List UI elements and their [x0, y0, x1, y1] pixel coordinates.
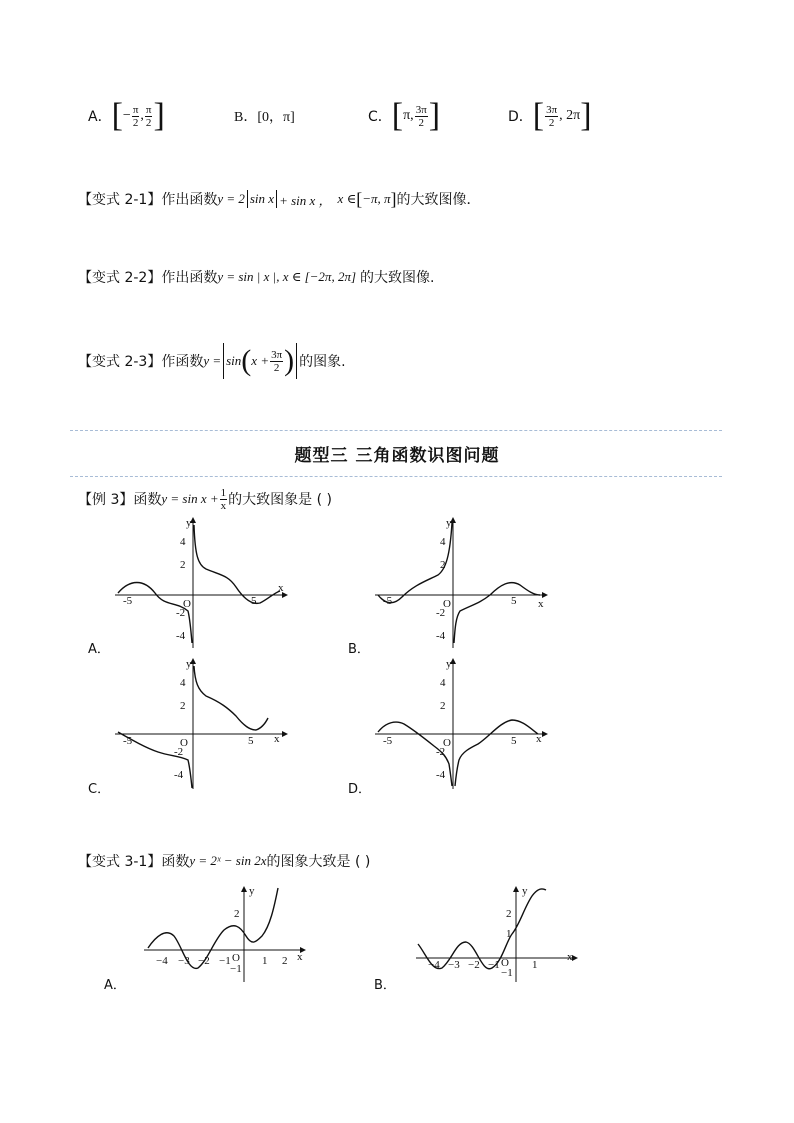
example-3	[78, 484, 332, 514]
tick-4: 4	[440, 536, 446, 548]
graph-a-label: A．	[88, 642, 110, 657]
option-a-comma: ,	[140, 108, 144, 123]
graph-c	[110, 656, 290, 791]
problem-2-1-formula-b: sin x	[249, 191, 275, 206]
origin-label: O	[232, 952, 240, 964]
tick-neg1: −1	[501, 967, 513, 979]
problem-2-2-suffix: 的大致图像.	[360, 270, 435, 286]
tick-neg3: −3	[448, 959, 460, 971]
y-label: y	[186, 658, 192, 670]
x-label: x	[278, 582, 284, 594]
option-b	[234, 98, 295, 134]
curve-right	[194, 666, 268, 730]
tick-neg2: -2	[176, 607, 186, 619]
problem-2-3-suffix: 的图象.	[299, 354, 346, 370]
option-a-frac2: $\frac{\pi}{2}$	[145, 103, 152, 129]
origin-label: O	[183, 598, 191, 610]
option-c-right-bracket: ]	[428, 97, 441, 134]
tick-4: 4	[180, 677, 186, 689]
option-c-left-bracket: [	[391, 97, 404, 134]
problem-2-2-formula: y = sin | x |, x ∈ [−2π, 2π]	[217, 269, 357, 284]
tick-1: 1	[262, 955, 268, 967]
tick-5: 5	[511, 595, 517, 607]
option-d-right-bracket: ]	[580, 97, 592, 134]
option-a-left-bracket: [	[111, 97, 123, 134]
curve-right	[454, 583, 540, 643]
option-c	[368, 98, 440, 134]
problem-3-1-prefix: 【变式 3-1】函数	[78, 854, 190, 870]
problem-2-2-prefix: 【变式 2-2】作出函数	[78, 270, 218, 286]
option-d-rest: , 2π	[559, 108, 581, 123]
tick-neg5: -5	[383, 595, 393, 607]
y-label: y	[186, 517, 192, 529]
graph-3-1-a	[140, 884, 310, 984]
x-label: x	[274, 733, 280, 745]
tick-neg1-x: −1	[488, 959, 500, 971]
graph-a	[110, 515, 290, 650]
y-label: y	[446, 658, 452, 670]
origin-label: O	[443, 598, 451, 610]
tick-5: 5	[251, 595, 257, 607]
problem-2-1-formula-a: y = 2	[217, 191, 245, 206]
tick-5: 5	[511, 735, 517, 747]
graph-b	[370, 515, 550, 650]
problem-2-3-prefix: 【变式 2-3】作函数	[78, 354, 204, 370]
tick-5: 5	[248, 735, 254, 747]
problem-2-3-formula-c: x +	[251, 353, 270, 368]
option-d-left-bracket: [	[532, 97, 545, 134]
tick-4: 4	[440, 677, 446, 689]
problem-2-1-domain-a: x ∈	[337, 191, 357, 206]
tick-4: 4	[180, 536, 186, 548]
example-3-frac: $\frac{1}{x}$	[220, 486, 227, 512]
problem-2-1-domain-b: −π, π	[362, 191, 391, 206]
y-label: y	[446, 517, 452, 529]
tick-neg4: −4	[428, 959, 440, 971]
tick-2: 2	[234, 908, 240, 920]
tick-neg4: -4	[436, 630, 446, 642]
tick-2: 2	[506, 908, 512, 920]
problem-3-1-formula: y = 2ˣ − sin 2x	[189, 853, 267, 868]
problem-2-3-formula-a: y =	[203, 353, 222, 368]
section-divider-top	[70, 430, 722, 431]
tick-2: 2	[440, 700, 446, 712]
tick-2-x: 2	[282, 955, 288, 967]
option-a-minus: −	[122, 108, 131, 123]
abs-bar-left	[223, 343, 224, 379]
domain-right-bracket: ]	[390, 188, 397, 209]
option-c-frac: $\frac{3\pi}{2}$	[415, 103, 427, 129]
problem-3-1-suffix: 的图象大致是 ( )	[266, 854, 371, 870]
problem-2-3-frac: $\frac{3\pi}{2}$	[271, 348, 283, 374]
y-label: y	[522, 885, 528, 897]
abs-bar-right	[296, 343, 297, 379]
tick-neg5: -5	[123, 735, 133, 747]
graph-3-1-a-label: A．	[104, 978, 126, 993]
tick-neg5: -5	[123, 595, 133, 607]
problem-2-2	[78, 266, 434, 288]
option-a-right-bracket: ]	[153, 97, 165, 134]
x-label: x	[567, 951, 573, 963]
tick-neg2: −2	[198, 955, 210, 967]
tick-neg2: -2	[174, 746, 184, 758]
example-3-prefix: 【例 3】函数	[78, 492, 162, 508]
option-d-label: D．	[508, 109, 533, 125]
tick-2: 2	[180, 559, 186, 571]
problem-2-1-suffix: 的大致图像．	[396, 192, 481, 208]
tick-2: 2	[180, 700, 186, 712]
abs-bar-right	[276, 190, 277, 208]
graph-3-1-b-label: B．	[374, 978, 396, 993]
answer-options	[88, 98, 165, 134]
paren-left: (	[241, 344, 252, 377]
example-3-formula: y = sin x +	[161, 491, 219, 506]
option-b-text: B．[0，π]	[234, 110, 295, 125]
tick-neg1-x: −1	[219, 955, 231, 967]
graph-3-1-b	[412, 884, 582, 984]
tick-neg4: -4	[176, 630, 186, 642]
x-label: x	[538, 598, 544, 610]
origin-label: O	[180, 737, 188, 749]
tick-neg4: -4	[436, 769, 446, 781]
option-c-label: C．	[368, 109, 392, 125]
section-title: 题型三 三角函数识图问题	[294, 446, 500, 466]
curve	[418, 889, 546, 969]
paren-right: )	[284, 344, 295, 377]
option-d	[508, 98, 592, 134]
tick-neg2: −2	[468, 959, 480, 971]
tick-1-x: 1	[532, 959, 538, 971]
option-c-pi: π,	[403, 108, 414, 123]
tick-neg4: −4	[156, 955, 168, 967]
example-3-suffix: 的大致图象是 ( )	[228, 492, 332, 508]
graph-d-label: D．	[348, 782, 372, 797]
curve-right	[455, 720, 538, 786]
origin-label: O	[443, 737, 451, 749]
abs-bar-left	[247, 190, 248, 208]
problem-2-1	[78, 188, 481, 210]
problem-2-3-formula-b: sin	[226, 353, 242, 368]
graph-d	[370, 656, 550, 791]
problem-2-3	[78, 342, 346, 380]
graph-c-label: C．	[88, 782, 111, 797]
domain-left-bracket: [	[356, 188, 363, 209]
option-a-label: A．	[88, 109, 112, 125]
tick-neg2: -2	[436, 607, 446, 619]
option-a-frac1: $\frac{\pi}{2}$	[132, 103, 139, 129]
origin-label: O	[501, 957, 509, 969]
tick-1: 1	[506, 928, 512, 940]
problem-3-1	[78, 850, 370, 872]
section-divider-bottom	[70, 476, 722, 477]
problem-2-1-formula-c: + sin x ，	[279, 192, 332, 208]
y-label: y	[249, 885, 255, 897]
curve-right	[194, 525, 280, 603]
problem-2-1-prefix: 【变式 2-1】作出函数	[78, 192, 218, 208]
x-label: x	[536, 733, 542, 745]
tick-neg5: -5	[383, 735, 393, 747]
tick-neg3: −3	[178, 955, 190, 967]
option-d-frac: $\frac{3\pi}{2}$	[546, 103, 558, 129]
x-label: x	[297, 951, 303, 963]
tick-2: 2	[440, 559, 446, 571]
tick-neg2: -2	[436, 746, 446, 758]
graph-b-label: B．	[348, 642, 370, 657]
tick-neg1: −1	[230, 963, 242, 975]
tick-neg4: -4	[174, 769, 184, 781]
